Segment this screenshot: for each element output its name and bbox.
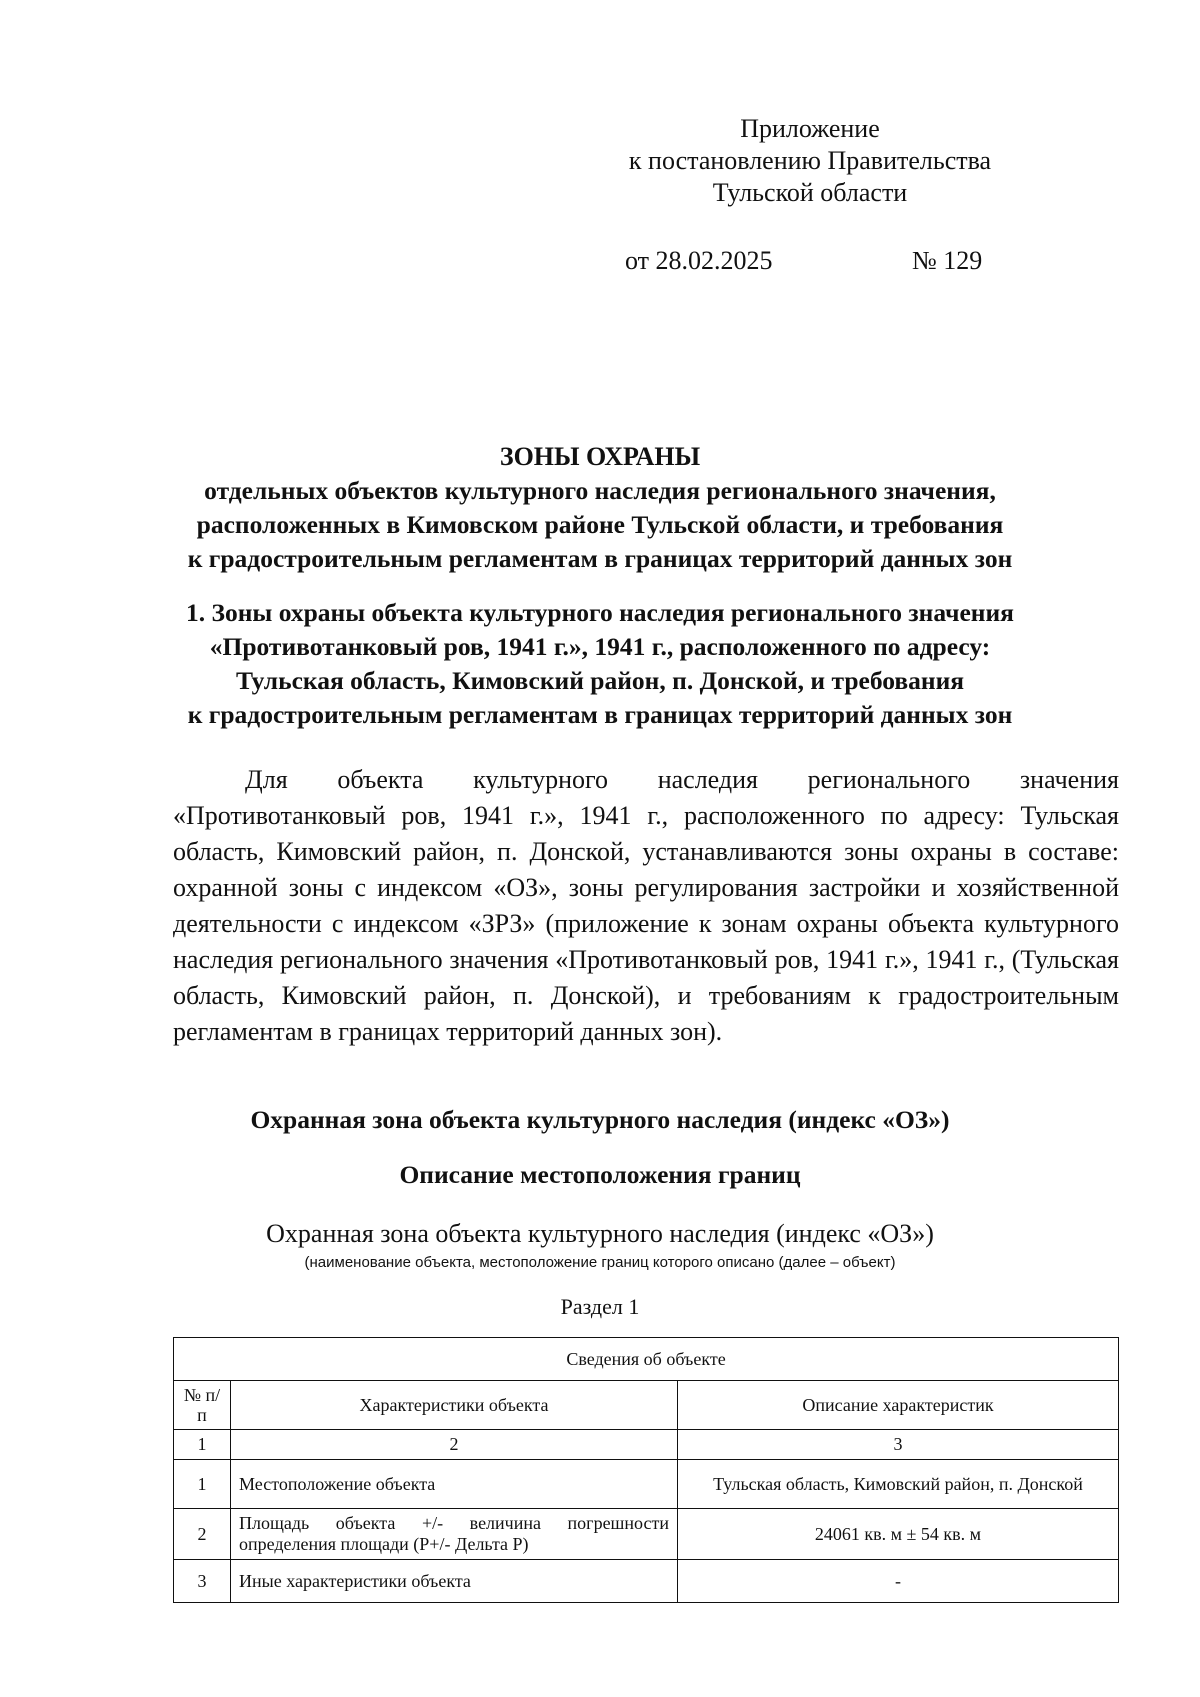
section-1-title xyxy=(100,596,1100,732)
appendix-header xyxy=(595,113,1025,209)
row-characteristic: Иные характеристики объекта xyxy=(231,1560,678,1603)
section-1-line-2: «Противотанковый ров, 1941 г.», 1941 г., расположенного по адресу: xyxy=(209,632,991,661)
document-number: № 129 xyxy=(912,246,983,275)
section-1-line-1: 1. Зоны охраны объекта культурного наследия регионального значения xyxy=(186,598,1014,627)
object-info-table xyxy=(173,1337,1119,1603)
appendix-line-2: к постановлению Правительства xyxy=(628,146,992,175)
section-label: Раздел 1 xyxy=(560,1294,640,1319)
title-line-1: отдельных объектов культурного наследия регионального значения, xyxy=(204,476,996,505)
row-characteristic: Местоположение объекта xyxy=(231,1460,678,1509)
table-title: Сведения об объекте xyxy=(174,1338,1119,1381)
body-paragraph: Для объекта культурного наследия регионального значения «Противотанковый ров, 1941 г.», 1941 г., расположенного по адресу: Тульская область, Кимовский район, п. Донской, устанавливаются зоны охраны в составе: охранной зоны с индексом «ОЗ», зоны регулирования застройки и хозяйственной деятельности с индексом «ЗРЗ» (приложение к зонам охраны объекта культурного наследия регионального значения «Противотанковый ров, 1941 г.», 1941 г., (Тульская область, Кимовский район, п. Донской), и требованиям к градостроительным регламентам в границах территорий данных зон). xyxy=(173,765,1119,1046)
col-desc-header: Описание характеристик xyxy=(678,1381,1119,1430)
col-char-header: Характеристики объекта xyxy=(231,1381,678,1430)
object-caption: (наименование объекта, местоположение границ которого описано (далее – объект) xyxy=(304,1254,896,1271)
table-row xyxy=(174,1460,1119,1509)
title-line-2: расположенных в Кимовском районе Тульской области, и требования xyxy=(196,510,1004,539)
table-row xyxy=(174,1509,1119,1560)
table-title-row xyxy=(174,1338,1119,1381)
table-header-row xyxy=(174,1381,1119,1430)
document-title xyxy=(100,440,1100,576)
document-date: от 28.02.2025 xyxy=(625,246,773,275)
section-1-line-3: Тульская область, Кимовский район, п. Донской, и требования xyxy=(235,666,965,695)
row-number: 3 xyxy=(174,1560,231,1603)
index-cell: 3 xyxy=(678,1430,1119,1460)
zone-heading: Охранная зона объекта культурного наследия (индекс «ОЗ») xyxy=(250,1105,950,1134)
index-cell: 1 xyxy=(174,1430,231,1460)
section-1-line-4: к градостроительным регламентам в границах территорий данных зон xyxy=(187,700,1013,729)
row-characteristic: Площадь объекта +/- величина погрешности определения площади (Р+/- Дельта Р) xyxy=(231,1509,678,1560)
table-row xyxy=(174,1560,1119,1603)
object-name: Охранная зона объекта культурного наследия (индекс «ОЗ») xyxy=(266,1219,934,1248)
appendix-title: Приложение xyxy=(740,114,880,143)
row-number: 1 xyxy=(174,1460,231,1509)
row-description: - xyxy=(678,1560,1119,1603)
col-num-header: № п/п xyxy=(174,1381,231,1430)
row-description: 24061 кв. м ± 54 кв. м xyxy=(678,1509,1119,1560)
borders-heading: Описание местоположения границ xyxy=(399,1160,801,1189)
title-line-3: к градостроительным регламентам в границах территорий данных зон xyxy=(187,544,1013,573)
title-main: ЗОНЫ ОХРАНЫ xyxy=(499,442,701,471)
appendix-line-3: Тульской области xyxy=(712,178,908,207)
row-description: Тульская область, Кимовский район, п. Донской xyxy=(678,1460,1119,1509)
index-cell: 2 xyxy=(231,1430,678,1460)
table-index-row xyxy=(174,1430,1119,1460)
row-number: 2 xyxy=(174,1509,231,1560)
